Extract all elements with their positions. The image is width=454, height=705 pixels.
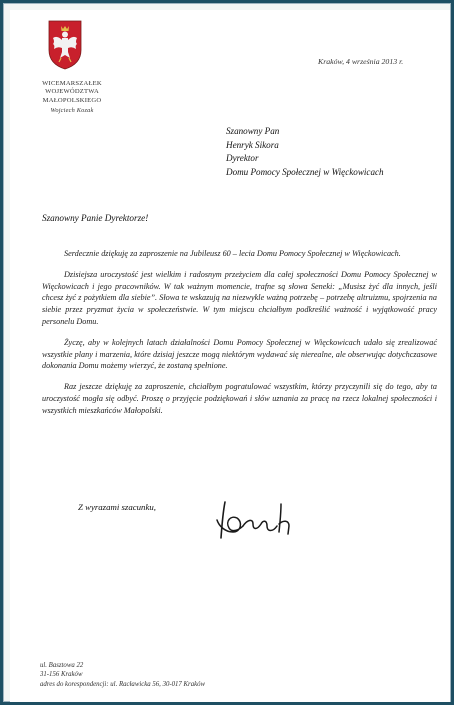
addressee-line: Domu Pomocy Społecznej w Więckowicach	[226, 166, 384, 177]
office-line: WICEMARSZAŁEK	[42, 80, 102, 87]
letter-page	[10, 10, 450, 702]
footer-line: ul. Basztowa 22	[40, 662, 84, 669]
handwritten-signature	[211, 496, 299, 544]
addressee-line: Henryk Sikora	[226, 139, 279, 150]
footer-line: adres do korespondencji: ul. Racławicka 56, 30-017 Kraków	[40, 680, 206, 688]
closing-phrase: Z wyrazami szacunku,	[78, 502, 156, 512]
footer-address	[40, 661, 205, 689]
paragraph: Serdecznie dziękuję za zaproszenie na Jubileusz 60 – lecia Domu Pomocy Społecznej w Więckowicach.	[64, 249, 401, 258]
paragraph: Życzę, aby w kolejnych latach działalności Domu Pomocy Społecznej w Więckowicach udało się zrealizować wszystkie plany i marzenia, które dzisiaj jeszcze mogą niektórym wydawać się nierealne, ale obserwując dotychczasowe dokonania Domu możemy wierzyć, że zostaną spełnione.	[42, 337, 437, 371]
letter-date: Kraków, 4 września 2013 r.	[318, 57, 404, 66]
office-heading	[32, 80, 112, 116]
paragraph: Raz jeszcze dziękuję za zaproszenie, chciałbym pogratulować wszystkim, którzy przyczynili się do tego, aby ta uroczystość mogła się odbyć. Proszę o przyjęcie podziękowań i słów uznania za pracę na rzecz lokalnej społeczności i wszystkich mieszkańców Małopolski.	[42, 382, 437, 415]
addressee-line: Szanowny Pan	[226, 126, 280, 136]
office-line: WOJEWÓDZTWA	[45, 88, 99, 96]
paragraph: Dzisiejsza uroczystość jest wielkim i radosnym przeżyciem dla całej społeczności Domu Pomocy Społecznej w Więckowicach i jego pracowników. W tak ważnym momencie, trafne są słowa Seneki: „Musisz żyć dla innych, jeśli chcesz żyć z pożytkiem dla siebie”. Słowa te wskazują na niezwykle ważną potrzebę – potrzebę altruizmu, spojrzenia na siebie przez pryzmat życia w społeczeństwie. W tym miejscu chciałbym podkreślić ważność i wyjątkowość pracy personelu Domu.	[42, 269, 437, 326]
footer-line: 31-156 Kraków	[40, 671, 83, 679]
addressee-line: Dyrektor	[226, 153, 259, 164]
document-frame	[3, 3, 451, 702]
addressee-block	[226, 125, 384, 179]
coat-of-arms-icon	[48, 20, 82, 70]
signatory-name: Wojciech Kozak	[50, 107, 94, 115]
letter-body	[42, 248, 437, 426]
office-line: MAŁOPOLSKIEGO	[42, 96, 102, 104]
salutation: Szanowny Panie Dyrektorze!	[42, 213, 149, 223]
